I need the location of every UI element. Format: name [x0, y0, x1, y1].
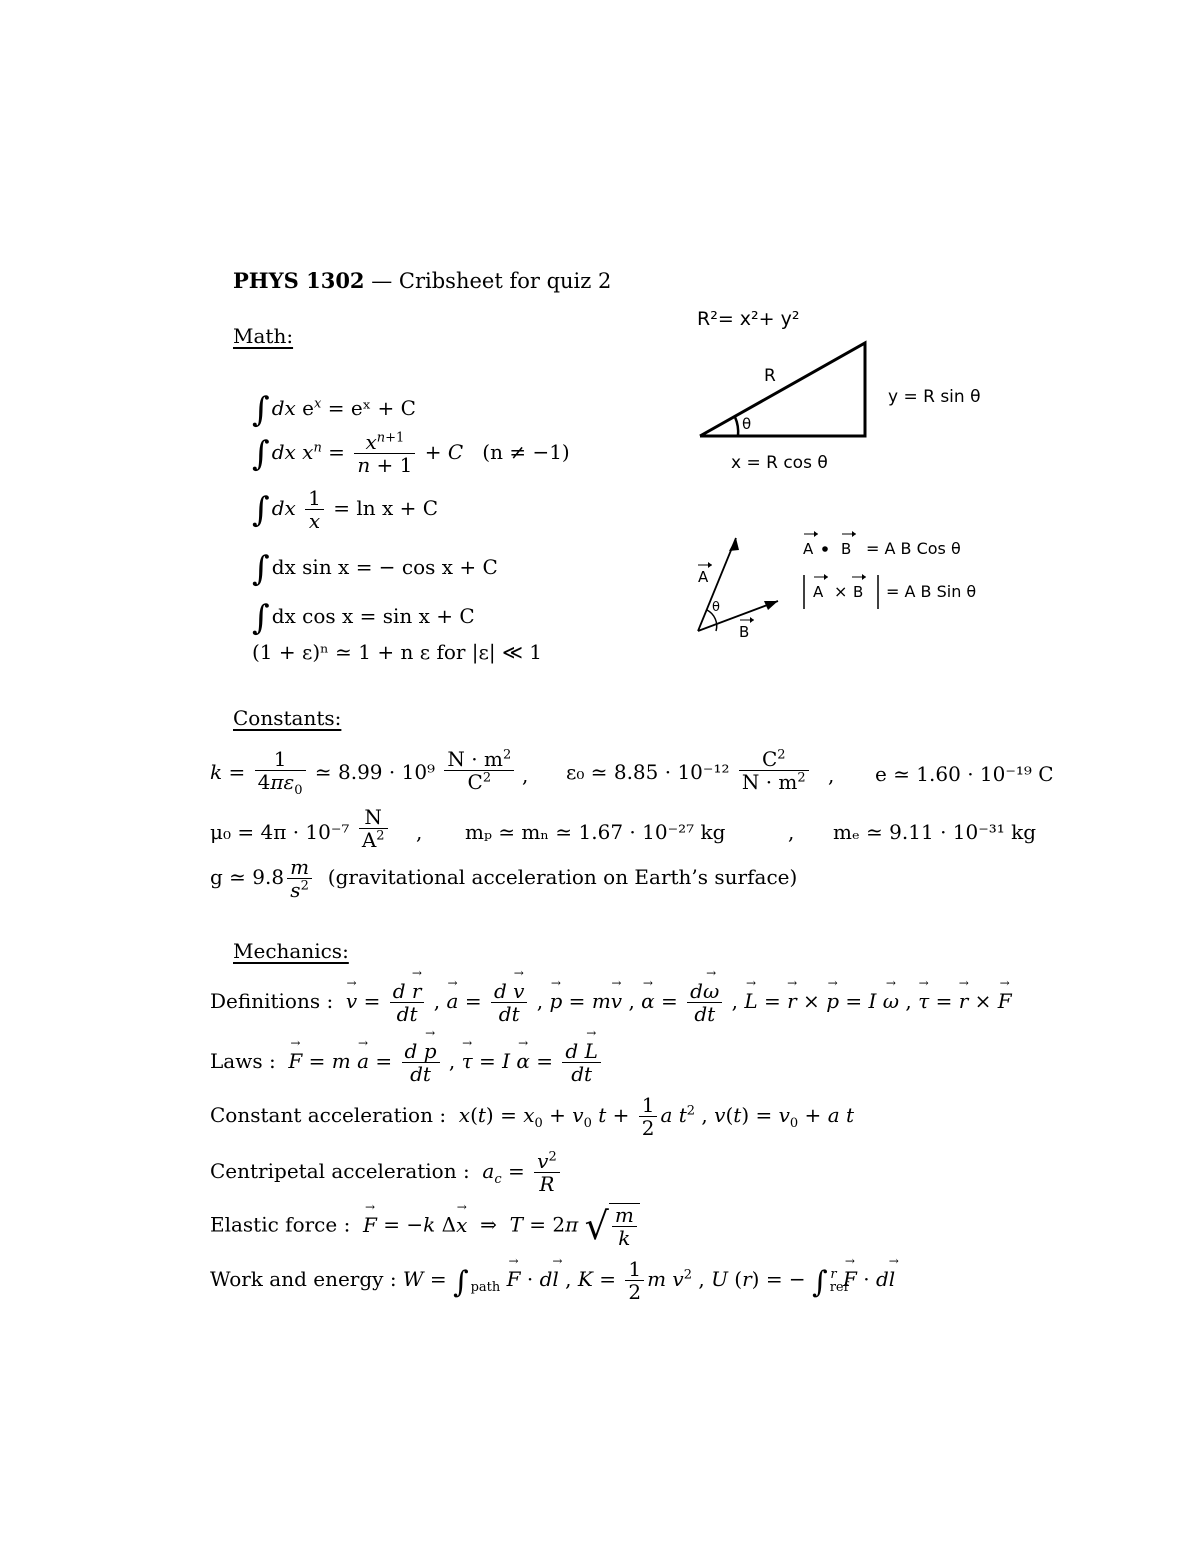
geometry-diagram [680, 295, 1020, 665]
cross-product-a: A [813, 583, 824, 601]
right-triangle [700, 343, 865, 436]
cross-product-eq: = A B Sin θ [886, 582, 977, 601]
integral-sin: ∫ dx sin x = − cos x + C [252, 549, 498, 589]
elastic-force-line: Elastic force : → F = −k Δ→ x ⇒ T = 2π √ $\frac{m}{k}$ [210, 1203, 640, 1249]
hypotenuse-label: R [764, 366, 776, 386]
comma-1: , [522, 763, 529, 787]
mechanics-heading: Mechanics: [233, 939, 349, 963]
integral-power: ∫ dx $x^n$ = $\frac{x^{n+1}}{n + 1}$ + C (n ≠ −1) [252, 430, 570, 477]
proton-neutron-mass: mₚ ≃ mₙ ≃ 1.67 · 10⁻²⁷ kg [465, 820, 726, 844]
integral-exp: ∫ dx $e^x$ = eˣ + C [252, 390, 416, 430]
dot-product-eq: = A B Cos θ [866, 539, 961, 558]
constant-acceleration-line: Constant acceleration : $x(t) = x_0 + v_0$ t + $\frac{1}{2}$ a $t^2$ , $v(t) = v_0 + a$ t [210, 1093, 855, 1140]
dot-product-b: B [841, 540, 852, 558]
dot-symbol [822, 546, 828, 552]
y-component-label: y = R sin θ [888, 387, 981, 407]
cross-product-b: B [853, 583, 864, 601]
theta-label: θ [742, 415, 752, 433]
binomial-approx: (1 + ε)ⁿ ≃ 1 + n ε for |ε| ≪ 1 [252, 640, 543, 664]
vector-b-label: B [739, 623, 750, 641]
electron-mass: mₑ ≃ 9.11 · 10⁻³¹ kg [833, 820, 1037, 844]
x-component-label: x = R cos θ [731, 453, 828, 473]
permittivity-constant: ε₀ ≃ 8.85 · 10⁻¹² $\frac{C^2}{N \cdot m^2}$ [566, 748, 812, 793]
permeability-constant: μ₀ = 4π · 10⁻⁷ $\frac{N}{A^2}$ [210, 806, 391, 851]
integral-inverse: ∫ dx $\frac{1}{x}$ = ln x + C [252, 486, 439, 533]
pythagoras-label: R²= x²+ y² [697, 308, 800, 330]
vector-a-label: A [698, 568, 709, 586]
math-heading: Math: [233, 324, 294, 348]
comma-4: , [788, 820, 795, 844]
vector-theta-label: θ [712, 600, 720, 615]
work-energy-line: Work and energy : W = ∫ $_{path}$ → F · d→ l , K = $\frac{1}{2}$ m $v^2$ , U (r) = − ∫ $_{ref}^r$ → F · d→ l [210, 1258, 895, 1303]
constants-heading: Constants: [233, 706, 342, 730]
comma-2: , [828, 763, 835, 787]
cross-symbol: × [834, 582, 848, 601]
elementary-charge: e ≃ 1.60 · 10⁻¹⁹ C [875, 762, 1054, 786]
centripetal-line: Centripetal acceleration : $a_c$ = $\frac{v^2}{R}$ [210, 1150, 563, 1195]
coulomb-constant: k = $\frac{1}{4\pi\varepsilon_0}$ ≃ 8.99 · 10⁹ $\frac{N \cdot m^2}{C^2}$ [210, 748, 517, 799]
definitions-line: Definitions : → v = $\frac{d \to r}{dt}$ , → a = $\frac{d \to v}{dt}$ , → p = m→ v , → α = $\frac{d\to \omega}{dt}$ , → L = → r × → p = I → ω , → τ = → r × → F [210, 980, 1012, 1025]
integral-cos: ∫ dx cos x = sin x + C [252, 598, 475, 638]
gravity-constant: g ≃ 9.8 $\frac{m}{s^2}$ (gravitational acceleration on Earth’s surface) [210, 855, 798, 902]
dot-product-a: A [803, 540, 814, 558]
page-title: PHYS 1302 — Cribsheet for quiz 2 [233, 268, 612, 293]
angle-arc [735, 417, 738, 436]
comma-3: , [416, 820, 423, 844]
laws-line: Laws : → F = m → a = $\frac{d \to p}{dt}$ , → τ = I → α = $\frac{d \to L}{dt}$ [210, 1040, 604, 1085]
